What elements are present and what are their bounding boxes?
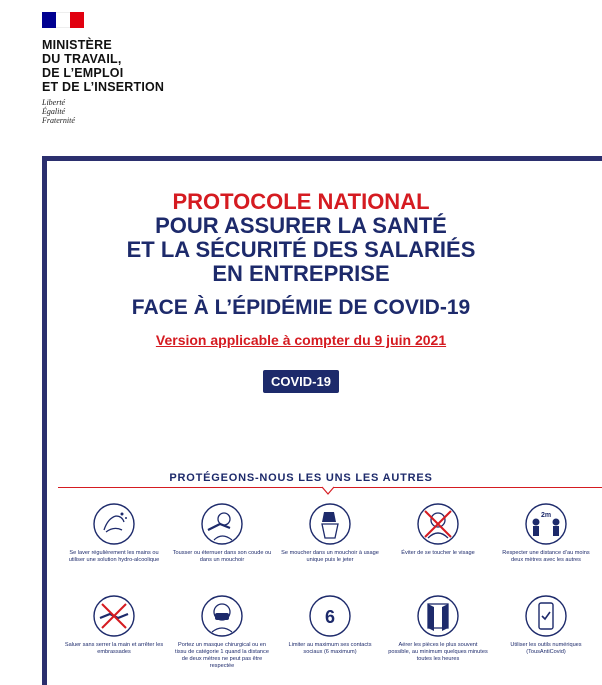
ministry-name — [42, 38, 164, 94]
gesture-item — [60, 594, 168, 680]
gesture-item — [384, 502, 492, 588]
ministry-header — [42, 12, 164, 125]
covid-badge: COVID-19 — [263, 370, 339, 393]
distance-2m-icon — [524, 502, 568, 546]
title-line-3: ET LA SÉCURITÉ DES SALARIÉS — [126, 237, 476, 262]
ministry-line: ET DE L’INSERTION — [42, 80, 165, 94]
ministry-line: MINISTÈRE — [42, 38, 112, 52]
gesture-item — [492, 594, 600, 680]
version-date: Version applicable à compter du 9 juin 2021 — [155, 332, 447, 348]
phone-app-icon — [524, 594, 568, 638]
gestures-heading: PROTÉGEONS-NOUS LES UNS LES AUTRES — [169, 472, 433, 484]
title-line-4: EN ENTREPRISE — [212, 261, 390, 286]
limit-six-icon — [308, 594, 352, 638]
no-face-touch-icon — [416, 502, 460, 546]
title-line-5: FACE À L’ÉPIDÉMIE DE COVID-19 — [131, 296, 471, 319]
no-handshake-icon — [92, 594, 136, 638]
gesture-caption: Éviter de se toucher le visage — [401, 550, 475, 556]
ministry-line: DE L’EMPLOI — [42, 66, 124, 80]
elbow-cough-icon — [200, 502, 244, 546]
marianne-logo — [42, 12, 84, 28]
gesture-caption: Tousser ou éternuer dans son coude ou dans un mouchoir — [172, 550, 272, 563]
mask-icon — [200, 594, 244, 638]
ministry-line: DU TRAVAIL, — [42, 52, 122, 66]
gesture-item — [168, 502, 276, 588]
gestures-grid — [60, 502, 602, 680]
gesture-item — [492, 502, 600, 588]
title-line-1: PROTOCOLE NATIONAL — [172, 189, 430, 214]
gesture-item — [384, 594, 492, 680]
gesture-item — [60, 502, 168, 588]
gesture-item — [276, 594, 384, 680]
gesture-caption: Portez un masque chirurgical ou en tissu de catégorie 1 quand la distance de deux mètres ne peut pas être respectée — [175, 642, 269, 669]
gesture-caption: Se moucher dans un mouchoir à usage unique puis le jeter — [281, 550, 379, 563]
gesture-item — [168, 594, 276, 680]
limit-label: 6 — [324, 607, 336, 627]
motto-line: Égalité — [42, 107, 66, 116]
motto-line: Liberté — [42, 98, 66, 107]
motto — [42, 98, 164, 125]
distance-label: 2m — [540, 512, 552, 519]
hand-wash-icon — [92, 502, 136, 546]
open-window-icon — [416, 594, 460, 638]
gesture-item — [276, 502, 384, 588]
gesture-caption: Respecter une distance d’au moins deux mètres avec les autres — [502, 550, 590, 563]
speech-notch-icon — [322, 486, 334, 495]
gesture-caption: Saluer sans serrer la main et arrêter les embrassades — [64, 642, 164, 655]
gesture-caption: Se laver régulièrement les mains ou utiliser une solution hydro-alcoolique — [68, 550, 160, 563]
title-block — [0, 190, 602, 393]
tissue-icon — [308, 502, 352, 546]
gesture-caption: Limiter au maximum ses contacts sociaux (6 maximum) — [288, 642, 372, 655]
title-line-2: POUR ASSURER LA SANTÉ — [155, 213, 447, 238]
gesture-caption: Utiliser les outils numériques (TousAntiCovid) — [510, 642, 582, 655]
motto-line: Fraternité — [42, 116, 75, 125]
gesture-caption: Aérer les pièces le plus souvent possible, au minimum quelques minutes toutes les heures — [388, 642, 488, 662]
